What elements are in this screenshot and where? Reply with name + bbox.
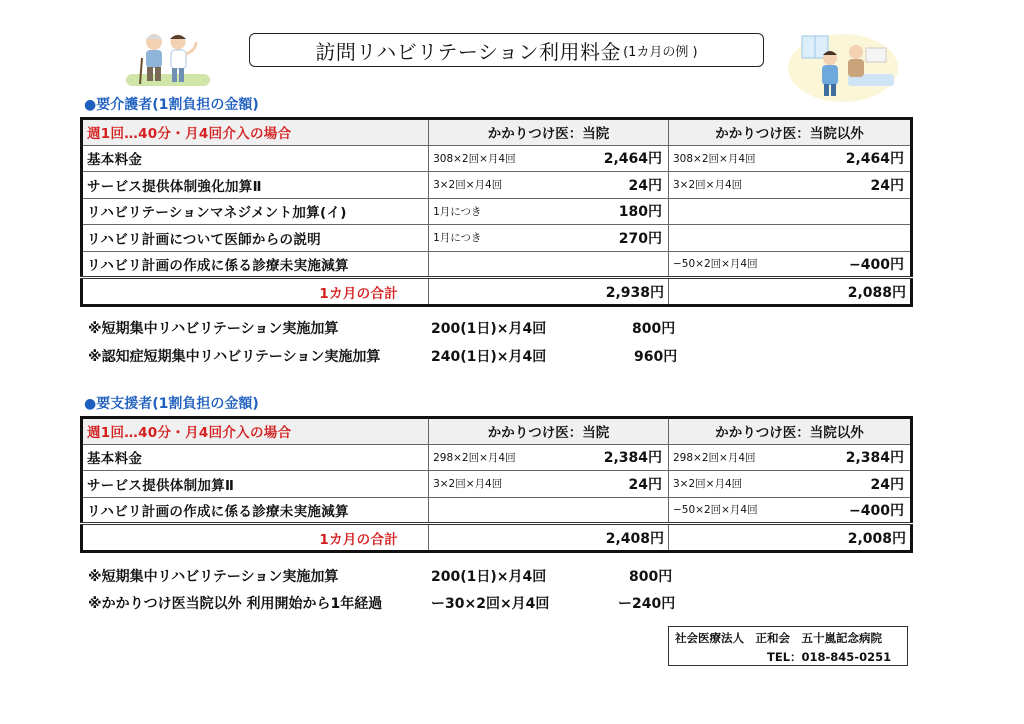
- total-row: [82, 524, 912, 552]
- header-other-doctor: かかりつけ医：当院以外: [669, 119, 912, 146]
- header-other-doctor: かかりつけ医：当院以外: [669, 418, 912, 445]
- amount: 24円: [870, 476, 904, 493]
- row-item: リハビリ計画について医師からの説明: [82, 225, 429, 252]
- calc-text: 3×2回×月4回: [673, 179, 743, 192]
- amount: 24円: [628, 177, 662, 194]
- amount: −400円: [849, 502, 904, 519]
- amount: 24円: [628, 476, 662, 493]
- note-amount: ー240円: [618, 596, 676, 612]
- note-calc: 200(1日)×月4回: [431, 569, 547, 585]
- amount: 270円: [618, 230, 662, 247]
- table-row: [82, 145, 912, 172]
- fee-table-support: [80, 416, 913, 553]
- calc-text: 298×2回×月4回: [433, 451, 516, 464]
- row-item: 基本料金: [82, 145, 429, 172]
- note-calc: 200(1日)×月4回: [431, 321, 547, 337]
- row-item: サービス提供体制強化加算Ⅱ: [82, 172, 429, 199]
- amount: 2,464円: [603, 151, 662, 168]
- table-header-row: [82, 119, 912, 146]
- amount: 24円: [870, 177, 904, 194]
- total-row: [82, 278, 912, 306]
- table-row: [82, 225, 912, 252]
- section-heading-care: ●要介護者(1割負担の金額): [84, 97, 259, 113]
- calc-text: 1月につき: [433, 205, 482, 218]
- total-label: 1カ月の合計: [82, 524, 429, 552]
- calc-text: −50×2回×月4回: [673, 504, 758, 517]
- header-own-doctor: かかりつけ医：当院: [429, 119, 669, 146]
- note-label: ※短期集中リハビリテーション実施加算: [88, 569, 339, 585]
- organization-name: 社会医療法人 正和会 五十嵐記念病院: [675, 631, 882, 645]
- table-row: [82, 471, 912, 498]
- total-own-doctor: 2,938円: [429, 278, 669, 306]
- amount: 2,464円: [845, 151, 904, 168]
- calc-text: 308×2回×月4回: [433, 152, 516, 165]
- document-title: 訪問リハビリテーション利用料金: [315, 39, 622, 64]
- calc-text: 3×2回×月4回: [433, 179, 503, 192]
- note-amount: 800円: [629, 569, 673, 585]
- note-label: ※短期集中リハビリテーション実施加算: [88, 321, 339, 337]
- table-header-row: [82, 418, 912, 445]
- note-label: ※かかりつけ医当院以外 利用開始から1年経過: [88, 596, 383, 612]
- row-item: リハビリ計画の作成に係る診療未実施減算: [82, 497, 429, 524]
- note-calc: ー30×2回×月4回: [431, 596, 550, 612]
- header-case: 週1回…40分・月4回介入の場合: [82, 119, 429, 146]
- row-item: リハビリ計画の作成に係る診療未実施減算: [82, 251, 429, 278]
- header-case: 週1回…40分・月4回介入の場合: [82, 418, 429, 445]
- document-title-box: [249, 33, 764, 67]
- calc-text: 3×2回×月4回: [433, 478, 503, 491]
- calc-text: 308×2回×月4回: [673, 152, 756, 165]
- calc-text: −50×2回×月4回: [673, 258, 758, 271]
- document-subtitle: (1カ月の例 ): [623, 44, 698, 60]
- note-amount: 960円: [634, 349, 678, 365]
- total-other-doctor: 2,088円: [669, 278, 912, 306]
- header-own-doctor: かかりつけ医：当院: [429, 418, 669, 445]
- organization-footer: [668, 626, 908, 666]
- calc-text: 298×2回×月4回: [673, 451, 756, 464]
- note-label: ※認知症短期集中リハビリテーション実施加算: [88, 349, 381, 365]
- total-label: 1カ月の合計: [82, 278, 429, 306]
- amount: 2,384円: [845, 450, 904, 467]
- row-item: リハビリテーションマネジメント加算(イ): [82, 198, 429, 225]
- row-item: 基本料金: [82, 444, 429, 471]
- fee-table-care: [80, 117, 913, 307]
- calc-text: 3×2回×月4回: [673, 478, 743, 491]
- calc-text: 1月につき: [433, 232, 482, 245]
- total-own-doctor: 2,408円: [429, 524, 669, 552]
- table-row: [82, 444, 912, 471]
- organization-tel: TEL：018-845-0251: [767, 650, 892, 664]
- elderly-caregiver-illustration: [122, 30, 214, 90]
- table-row: [82, 172, 912, 199]
- section-heading-support: ●要支援者(1割負担の金額): [84, 396, 259, 412]
- row-item: サービス提供体制加算Ⅱ: [82, 471, 429, 498]
- note-amount: 800円: [632, 321, 676, 337]
- amount: 2,384円: [603, 450, 662, 467]
- table-row: [82, 198, 912, 225]
- amount: −400円: [849, 256, 904, 273]
- note-calc: 240(1日)×月4回: [431, 349, 547, 365]
- table-row: [82, 497, 912, 524]
- amount: 180円: [618, 204, 662, 221]
- table-row: [82, 251, 912, 278]
- home-rehab-illustration: [786, 28, 900, 104]
- total-other-doctor: 2,008円: [669, 524, 912, 552]
